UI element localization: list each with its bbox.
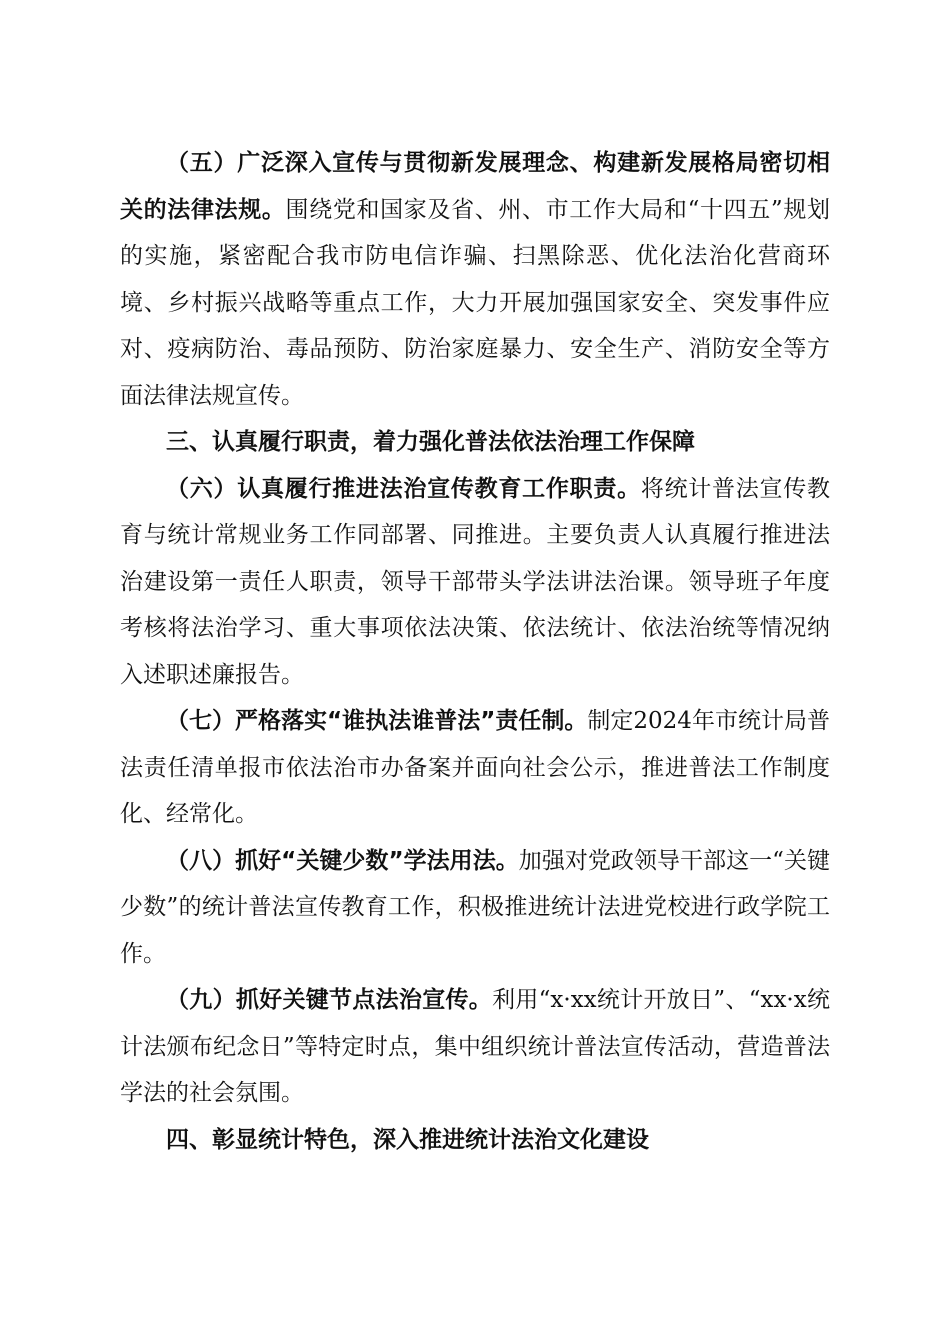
paragraph-5-lead: （五）广泛深入宣传与贯彻新发展理念、构建新发展格局密切相关的法律法规。: [120, 150, 830, 223]
paragraph-9-lead: （九）抓好关键节点法治宣传。: [166, 987, 493, 1013]
paragraph-8-body: 加强对党政领导干部这一“关键少数”的统计普法宣传教育工作，积极推进统计法进党校进行政学院工作。: [120, 847, 831, 967]
paragraph-6-lead: （六）认真履行推进法治宣传教育工作职责。: [166, 475, 641, 502]
paragraph-8: [120, 838, 830, 978]
paragraph-5: [120, 140, 830, 419]
paragraph-7-body: 制定2024年市统计局普法责任清单报市依法治市办备案并面向社会公示，推进普法工作制度化、经常化。: [120, 708, 830, 827]
paragraph-8-lead: （八）抓好“关键少数”学法用法。: [166, 847, 519, 874]
section-heading-4: 四、彰显统计特色，深入推进统计法治文化建设: [166, 1126, 649, 1153]
paragraph-6: [120, 466, 830, 699]
paragraph-9: [120, 977, 830, 1117]
paragraph-6-body: 将统计普法宣传教育与统计常规业务工作同部署、同推进。主要负责人认真履行推进法治建设第一责任人职责，领导干部带头学法讲法治课。领导班子年度考核将法治学习、重大事项依法决策、依法统计、依法治统等情况纳入述职述廉报告。: [120, 475, 831, 688]
paragraph-9-body: 利用“x·xx统计开放日”、“xx·x统计法颁布纪念日”等特定时点，集中组织统计普法宣传活动，营造普法学法的社会氛围。: [120, 987, 830, 1106]
paragraph-7: [120, 698, 830, 838]
section-heading-3: 三、认真履行职责，着力强化普法依法治理工作保障: [166, 429, 695, 455]
paragraph-5-body: 围绕党和国家及省、州、市工作大局和“十四五”规划的实施，紧密配合我市防电信诈骗、扫黑除恶、优化法治化营商环境、乡村振兴战略等重点工作，大力开展加强国家安全、突发事件应对、疫病防治、毒品预防、防治家庭暴力、安全生产、消防安全等方面法律法规宣传。: [120, 196, 830, 409]
paragraph-7-lead: （七）严格落实“谁执法谁普法”责任制。: [166, 708, 588, 734]
document-body: [120, 140, 830, 1163]
